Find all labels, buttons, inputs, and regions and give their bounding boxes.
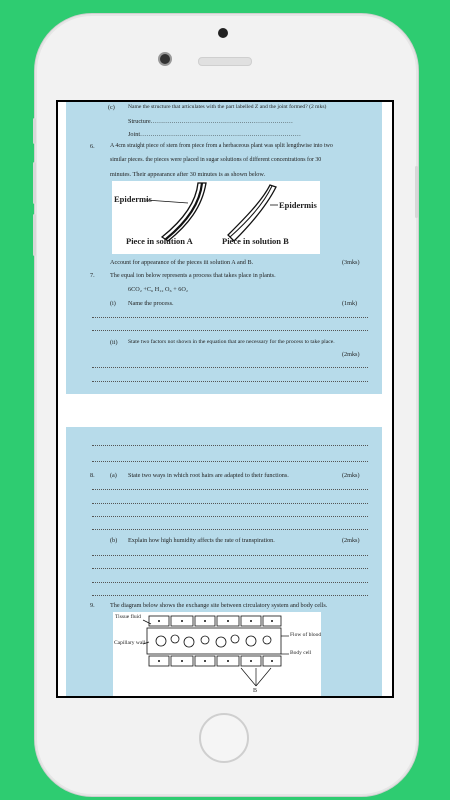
flow-of-blood-label: Flow of blood — [290, 632, 322, 638]
home-button[interactable] — [199, 713, 249, 763]
question-6-line1: A 4cm straight piece of stem from piece from a herbaceous plant was split lengthwise into two — [110, 143, 333, 149]
question-6-number: 6. — [90, 143, 95, 150]
question-c-number: (c) — [108, 104, 115, 111]
question-7-equation: 6CO₂ +C₆ H₁₂ O₆ + 6O₂ — [128, 286, 188, 293]
question-7-number: 7. — [90, 272, 95, 279]
question-7-ii-text: State two factors not shown in the equation that are necessary for the process to take place. — [128, 339, 335, 345]
stem-pieces-figure — [112, 181, 320, 254]
document-viewer[interactable] — [58, 102, 392, 696]
question-6-marks: (3mks) — [342, 259, 360, 266]
power-button — [415, 166, 418, 218]
question-6-line3: minutes. Their appearance after 30 minutes is as shown below. — [110, 171, 265, 178]
document-page-2 — [66, 427, 382, 696]
question-8-a-marks: (2mks) — [342, 472, 360, 479]
question-8-number: 8. — [90, 472, 95, 479]
front-camera-icon — [158, 52, 172, 66]
question-7-ii-marks: (2mks) — [342, 351, 360, 358]
question-7-ii-number: (ii) — [110, 339, 118, 346]
answer-line — [92, 367, 368, 368]
question-8-b-marks: (2mks) — [342, 537, 360, 544]
question-6-account: Account for appearance of the pieces iii solution A and B. — [110, 259, 254, 266]
answer-line — [92, 445, 368, 446]
solution-b-caption: Piece in solution B — [222, 236, 289, 246]
question-6-line2: similar pieces. the pieces were placed in sugar solutions of different concentrations for 30 — [110, 157, 322, 163]
earpiece-speaker — [198, 57, 252, 66]
answer-line — [92, 317, 368, 318]
question-7-i-text: Name the process. — [128, 300, 174, 307]
answer-line — [92, 461, 368, 462]
answer-line — [92, 529, 368, 530]
epidermis-left-label: Epidermis — [114, 194, 152, 204]
front-sensor — [218, 28, 228, 38]
answer-line — [92, 381, 368, 382]
question-8-a-number: (a) — [110, 472, 117, 479]
question-c-text: Name the structure that articulates with the part labelled Z and the joint formed? (2 mks) — [128, 104, 327, 110]
tissue-fluid-label: Tissue fluid — [115, 614, 141, 620]
question-7-intro: The equal ion below represents a process that takes place in plants. — [110, 272, 276, 279]
answer-line — [92, 555, 368, 556]
question-7-i-number: (i) — [110, 300, 116, 307]
phone-screen — [56, 100, 394, 698]
answer-line — [92, 330, 368, 331]
question-7-i-marks: (1mk) — [342, 300, 358, 307]
answer-line — [92, 582, 368, 583]
joint-answer-line: Joint…………………………………………………………………… — [128, 131, 301, 138]
label-b: B — [253, 688, 258, 694]
body-cell-label: Body cell — [290, 650, 312, 656]
question-8-b-number: (b) — [110, 537, 118, 544]
solution-a-caption: Piece in solution A — [126, 236, 193, 246]
question-9-number: 9. — [90, 602, 95, 609]
answer-line — [92, 489, 368, 490]
exchange-site-figure — [113, 612, 321, 696]
volume-up-button — [33, 162, 36, 204]
answer-line — [92, 595, 368, 596]
question-8-b-text: Explain how high humidity affects the rate of transpiration. — [128, 537, 275, 544]
capillary-wall-label: Capillary wall — [114, 640, 146, 646]
volume-down-button — [33, 214, 36, 256]
structure-answer-line: Structure…………………………………………………………… — [128, 118, 293, 125]
answer-line — [92, 516, 368, 517]
epidermis-right-label: Epidermis — [279, 200, 317, 210]
answer-line — [92, 568, 368, 569]
question-9-text: The diagram below shows the exchange site between circulatory system and body cells. — [110, 602, 328, 609]
question-8-a-text: State two ways in which root hairs are adapted to their functions. — [128, 472, 289, 479]
document-page-1 — [66, 102, 382, 394]
answer-line — [92, 503, 368, 504]
mute-switch — [33, 118, 36, 144]
